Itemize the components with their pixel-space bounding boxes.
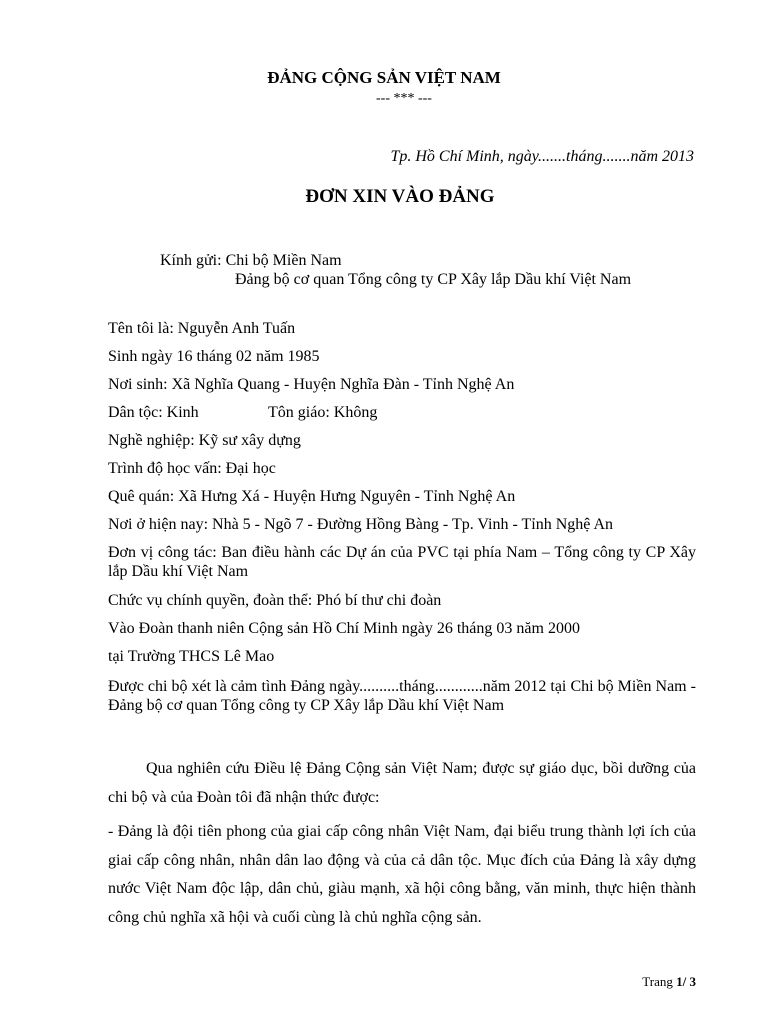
- body-point-1: - Đảng là đội tiên phong của giai cấp công nhân Việt Nam, đại biểu trung thành lợi ích của giai cấp công nhân, nhân dân lao động và của cả dân tộc. Mục đích của Đảng là xây dựng nước Việt Nam độc lập, dân chủ, giàu mạnh, xã hội công bằng, văn minh, thực hiện thành công chủ nghĩa xã hội và cuối cùng là chủ nghĩa cộng sản.: [108, 823, 696, 926]
- body-intro-paragraph: Qua nghiên cứu Điều lệ Đảng Cộng sản Việt Nam; được sự giáo dục, bồi dưỡng của chi bộ và của Đoàn tôi đã nhận thức được:: [108, 760, 696, 806]
- dateline: Tp. Hồ Chí Minh, ngày.......tháng.......năm 2013: [390, 148, 694, 165]
- info-position: Chức vụ chính quyền, đoàn thể: Phó bí thư chi đoàn: [108, 592, 442, 609]
- info-youth-union: Vào Đoàn thanh niên Cộng sản Hồ Chí Minh ngày 26 tháng 03 năm 2000: [108, 620, 580, 637]
- info-name: Tên tôi là: Nguyễn Anh Tuấn: [108, 320, 296, 337]
- info-religion: Tôn giáo: Không: [268, 404, 378, 421]
- party-name: ĐẢNG CỘNG SẢN VIỆT NAM: [267, 68, 501, 87]
- info-ethnicity: Dân tộc: Kinh: [108, 404, 199, 421]
- recipient-line-1: Kính gửi: Chi bộ Miền Nam: [160, 252, 342, 269]
- info-occupation: Nghề nghiệp: Kỹ sư xây dựng: [108, 432, 301, 449]
- recipient-line-2: Đảng bộ cơ quan Tổng công ty CP Xây lắp Dầu khí Việt Nam: [235, 271, 632, 288]
- info-hometown: Quê quán: Xã Hưng Xá - Huyện Hưng Nguyên - Tỉnh Nghệ An: [108, 488, 516, 505]
- info-education: Trình độ học vấn: Đại học: [108, 460, 276, 477]
- page-label: Trang: [642, 974, 673, 989]
- header-separator: --- *** ---: [376, 91, 432, 106]
- info-birth: Sinh ngày 16 tháng 02 năm 1985: [108, 348, 320, 365]
- info-residence: Nơi ở hiện nay: Nhà 5 - Ngõ 7 - Đường Hồng Bàng - Tp. Vinh - Tỉnh Nghệ An: [108, 516, 614, 533]
- page-footer: [642, 974, 696, 990]
- info-ethnicity-religion: [108, 404, 377, 422]
- info-youth-union-place: tại Trường THCS Lê Mao: [108, 648, 275, 665]
- page-number: 1/ 3: [676, 974, 696, 989]
- info-sympathizer: Được chi bộ xét là cảm tình Đảng ngày..........tháng............năm 2012 tại Chi bộ Miền Nam - Đảng bộ cơ quan Tổng công ty CP Xây lắp Dầu khí Việt Nam: [108, 678, 696, 714]
- info-workplace: Đơn vị công tác: Ban điều hành các Dự án của PVC tại phía Nam – Tổng công ty CP Xây lắp Dầu khí Việt Nam: [108, 544, 696, 580]
- document-title: ĐƠN XIN VÀO ĐẢNG: [305, 186, 495, 207]
- info-birthplace: Nơi sinh: Xã Nghĩa Quang - Huyện Nghĩa Đàn - Tỉnh Nghệ An: [108, 376, 515, 393]
